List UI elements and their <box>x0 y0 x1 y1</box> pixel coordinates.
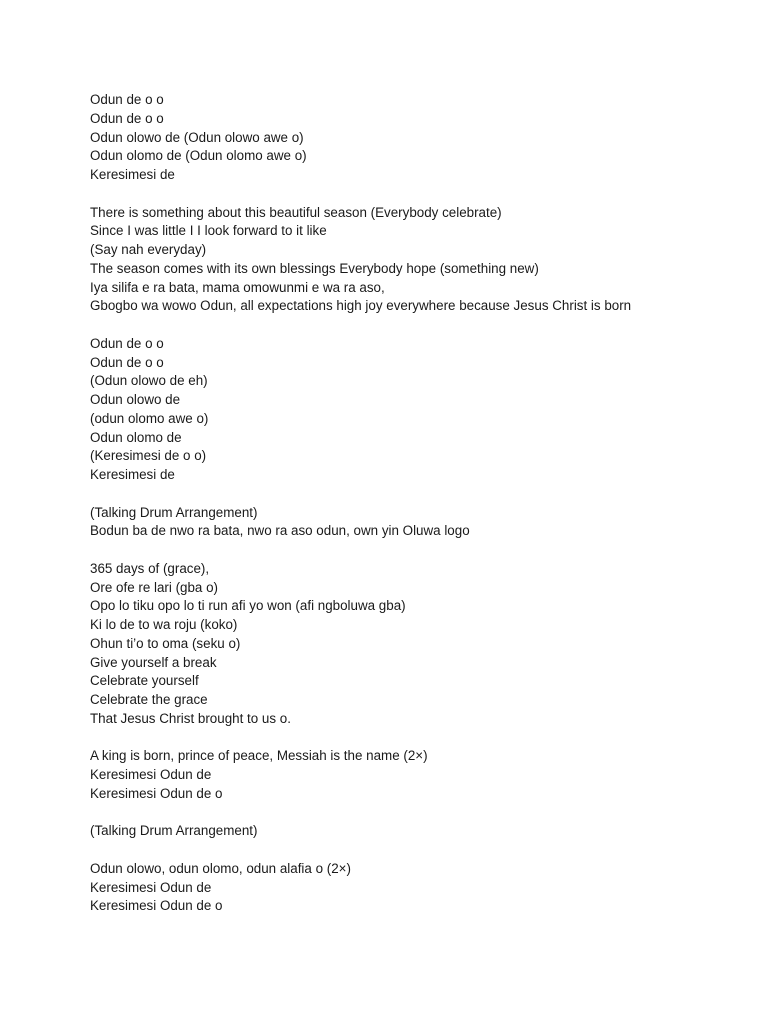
lyric-line: Odun de o o <box>90 92 164 107</box>
stanza-outro <box>90 860 730 916</box>
stanza-drum-1 <box>90 504 730 542</box>
lyric-line: Keresimesi de <box>90 467 175 482</box>
lyric-line: A king is born, prince of peace, Messiah is the name (2×) <box>90 748 428 764</box>
lyric-line: Keresimesi Odun de <box>90 767 212 782</box>
lyric-line: There is something about this beautiful season (Everybody celebrate) <box>90 204 502 220</box>
lyric-line: The season comes with its own blessings Everybody hope (something new) <box>90 260 539 276</box>
lyric-line: That Jesus Christ brought to us o. <box>90 710 291 726</box>
lyric-line: (Say nah everyday) <box>90 242 207 257</box>
lyric-line: Give yourself a break <box>90 654 217 670</box>
lyric-line: Keresimesi de <box>90 167 175 182</box>
stanza-drum-2 <box>90 822 730 841</box>
lyric-line: Odun olomo de <box>90 429 182 445</box>
lyric-line: (Odun olowo de eh) <box>90 373 208 389</box>
lyric-line: Ore ofe re lari (gba o) <box>90 579 219 595</box>
lyric-line: Odun de o o <box>90 110 164 126</box>
lyric-line: Iya silifa e ra bata, mama omowunmi e wa ra aso, <box>90 279 385 295</box>
lyric-line: Bodun ba de nwo ra bata, nwo ra aso odun, own yin Oluwa logo <box>90 523 470 539</box>
lyric-line: (Talking Drum Arrangement) <box>90 823 258 839</box>
lyric-line: Odun de o o <box>90 354 164 370</box>
stanza-chorus-1 <box>90 91 730 185</box>
lyric-line: 365 days of (grace), <box>90 560 210 576</box>
lyric-line: Odun de o o <box>90 335 164 351</box>
lyric-line: (odun olomo awe o) <box>90 410 209 426</box>
lyric-line: Ki lo de to wa roju (koko) <box>90 617 238 632</box>
lyric-line: Opo lo tiku opo lo ti run afi yo won (afi ngboluwa gba) <box>90 598 406 614</box>
lyric-line: Keresimesi Odun de o <box>90 785 223 801</box>
stanza-verse-2 <box>90 560 730 729</box>
stanza-king-is-born <box>90 747 730 803</box>
lyric-line: Ohun ti’o to oma (seku o) <box>90 635 241 651</box>
lyric-line: Celebrate the grace <box>90 692 208 707</box>
lyric-line: Odun olowo de <box>90 392 181 407</box>
stanza-verse-1 <box>90 204 730 317</box>
lyric-line: Odun olowo de (Odun olowo awe o) <box>90 129 304 145</box>
lyric-line: Celebrate yourself <box>90 673 199 689</box>
stanza-chorus-2 <box>90 335 730 485</box>
lyric-line: (Keresimesi de o o) <box>90 448 207 464</box>
lyric-line: Since I was little I I look forward to it like <box>90 223 327 239</box>
lyric-line: (Talking Drum Arrangement) <box>90 504 258 520</box>
lyric-line: Odun olowo, odun olomo, odun alafia o (2×) <box>90 860 351 876</box>
lyrics-body <box>90 91 730 935</box>
lyric-line: Keresimesi Odun de <box>90 879 212 895</box>
lyric-line: Gbogbo wa wowo Odun, all expectations high joy everywhere because Jesus Christ is born <box>90 298 632 314</box>
lyric-line: Odun olomo de (Odun olomo awe o) <box>90 148 307 164</box>
lyric-line: Keresimesi Odun de o <box>90 898 223 914</box>
